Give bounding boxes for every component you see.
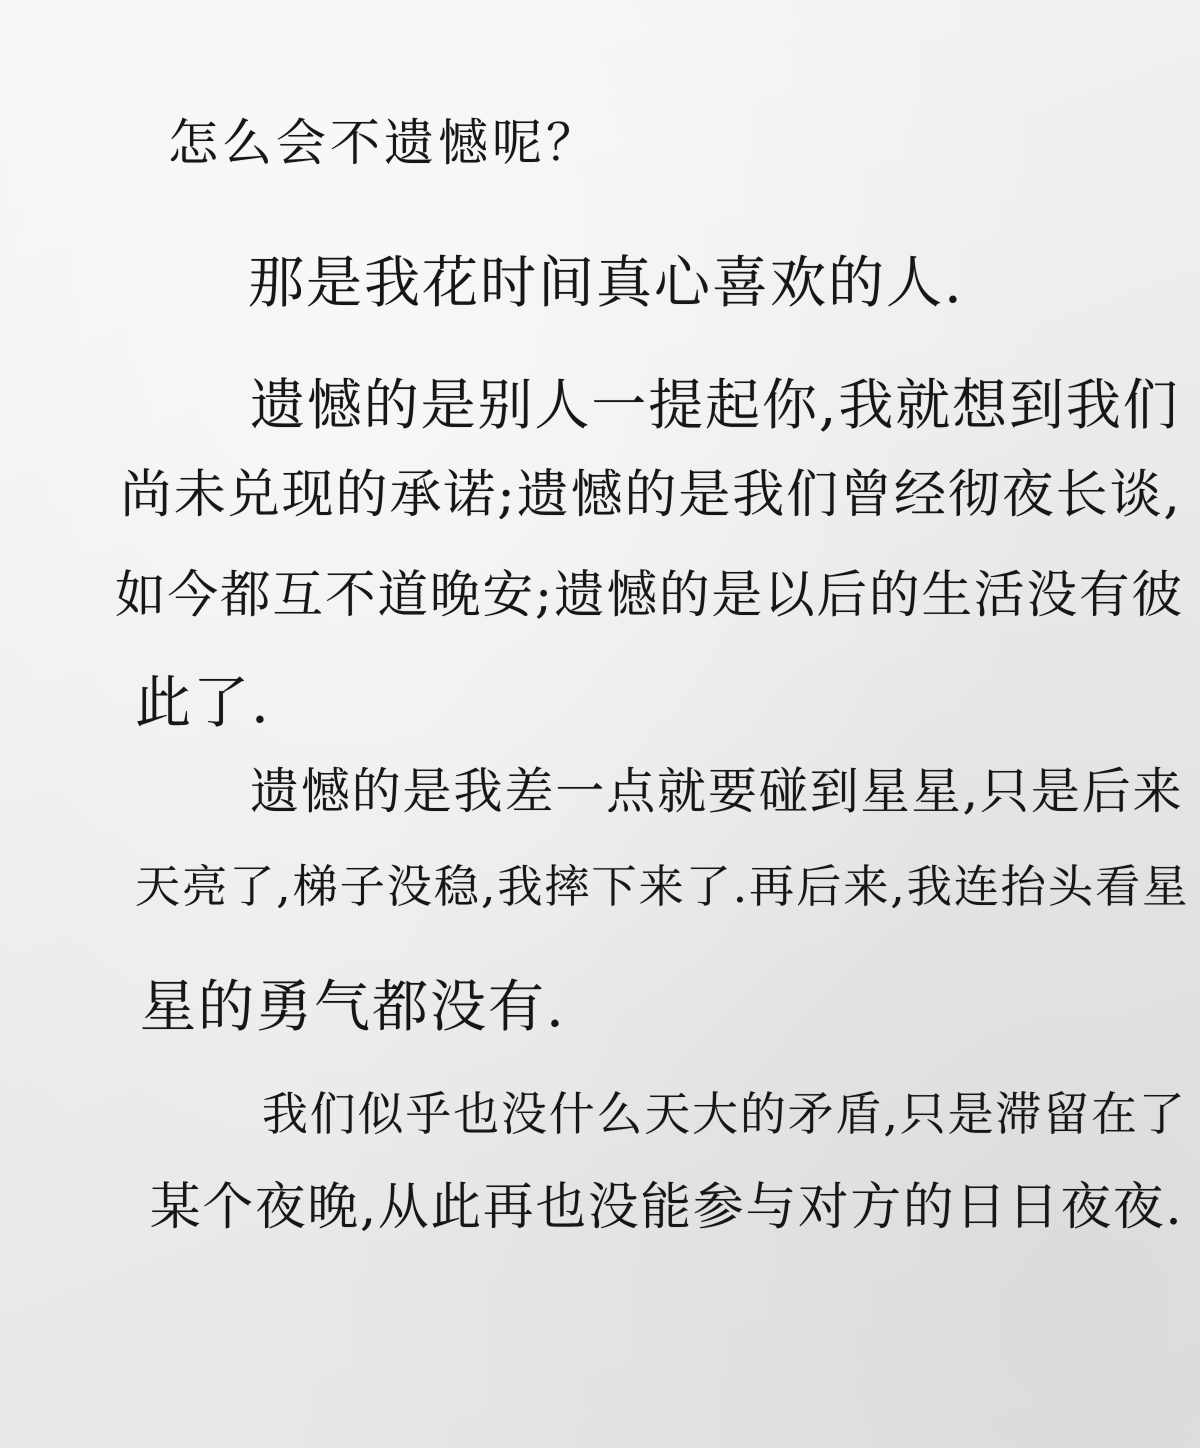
note-title: 怎么会不遗憾呢？ [168,114,600,172]
paragraph-3-line-1: 遗憾的是我差一点就要碰到星星,只是后来 [250,763,1184,820]
paragraph-4-line-1: 我们似乎也没什么天大的矛盾,只是滞留在了 [262,1087,1187,1141]
paragraph-2-line-2: 尚未兑现的承诺;遗憾的是我们曾经彻夜长谈, [120,465,1182,525]
paragraph-3-line-3: 星的勇气都没有. [140,975,566,1040]
paragraph-2-line-1: 遗憾的是别人一提起你,我就想到我们 [250,373,1180,437]
paragraph-2-line-3: 如今都互不道晚安;遗憾的是以后的生活没有彼 [115,565,1185,624]
paragraph-1-line-1: 那是我花时间真心喜欢的人. [248,251,964,316]
paragraph-2-line-4: 此了. [135,671,271,736]
paragraph-3-line-2: 天亮了,梯子没稳,我摔下来了.再后来,我连抬头看星 [135,860,1190,913]
paragraph-4-line-2: 某个夜晚,从此再也没能参与对方的日日夜夜. [150,1177,1184,1236]
